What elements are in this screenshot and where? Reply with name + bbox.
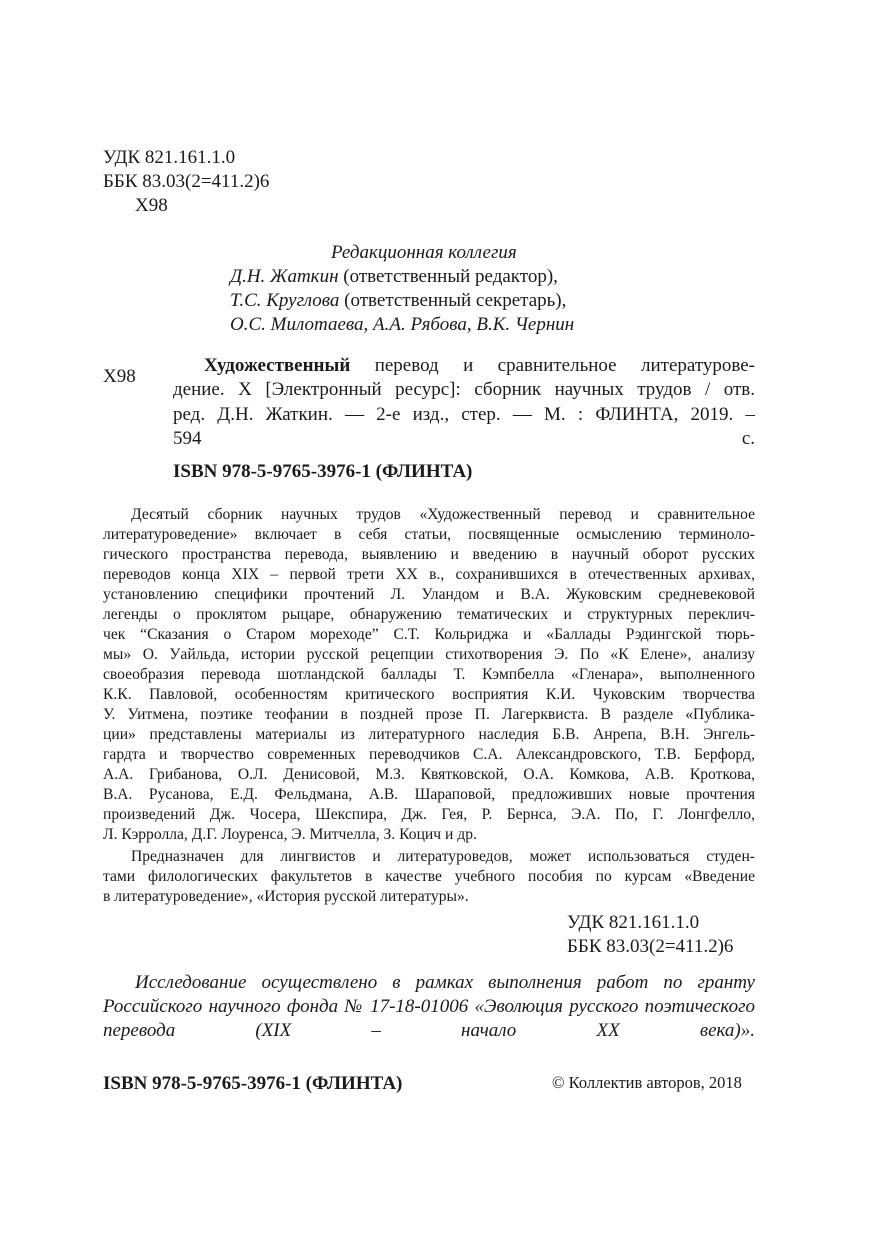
- abstract-line: В.А. Русанова, Е.Д. Фельдмана, А.В. Шараповой, предложивших новые прочтения: [103, 786, 755, 803]
- editor-line-1: [230, 265, 558, 289]
- abstract-line: У. Уитмена, поэтике теофании в поздней прозе П. Лагерквиста. В разделе «Публика-: [103, 706, 755, 723]
- editor-role-1: (ответственный редактор),: [338, 266, 558, 287]
- abstract-line: ции» представлены материалы из литературного наследия Б.В. Анрепа, В.Н. Энгель-: [103, 726, 755, 743]
- abstract-line: гардта и творчество современных переводчиков С.А. Александровского, Т.В. Берфорд,: [103, 746, 755, 763]
- editor-name-1: Д.Н. Жаткин: [230, 266, 339, 287]
- editor-name-2: Т.С. Круглова: [230, 290, 340, 311]
- abstract-line: своеобразия перевода шотландской баллады Т. Кэмпбелла «Гленара», выполненного: [103, 666, 755, 683]
- abstract-line: А.А. Грибанова, О.Л. Денисовой, М.З. Квятковской, О.А. Комкова, А.В. Кроткова,: [103, 766, 755, 783]
- abstract-line: Л. Кэрролла, Д.Г. Лоуренса, Э. Митчелла, З. Коцич и др.: [103, 826, 477, 843]
- bbk-code: ББК 83.03(2=411.2)6: [103, 171, 270, 192]
- abstract-line: чек “Сказания о Старом мореходе” С.Т. Кольриджа и «Баллады Рэдингской тюрь-: [103, 626, 755, 643]
- editor-role-2: (ответственный секретарь),: [339, 290, 567, 311]
- abstract-line: произведений Дж. Чосера, Шекспира, Дж. Гея, Р. Бернса, Э.А. По, Г. Лонгфелло,: [103, 806, 755, 823]
- abstract-line: Десятый сборник научных трудов «Художественный перевод и сравнительное: [131, 506, 755, 523]
- footer-isbn: ISBN 978-5-9765-3976-1 (ФЛИНТА): [103, 1073, 403, 1094]
- grant-line: перевода (XIX – начало XX века)».: [103, 1020, 755, 1041]
- udk-code-bottom: УДК 821.161.1.0: [567, 912, 700, 933]
- udk-code: УДК 821.161.1.0: [103, 147, 236, 168]
- bib-author-mark: Х98: [103, 366, 136, 387]
- editor-name-3: О.С. Милотаева, А.А. Рябова, В.К. Чернин: [230, 314, 575, 335]
- purpose-line: в литературоведение», «История русской литературы».: [103, 888, 469, 905]
- grant-line: Российского научного фонда № 17-18-01006 «Эволюция русского поэтического: [103, 996, 755, 1017]
- purpose-line: тами филологических факультетов в качестве учебного пособия по курсам «Введение: [103, 868, 755, 885]
- abstract-line: литературоведение» включает в себя статьи, посвященные осмыслению терминоло-: [103, 526, 755, 543]
- abstract-line: переводов конца XIX – первой трети XX в., сохранившихся в отечественных архивах,: [103, 566, 755, 583]
- abstract-line: гического пространства перевода, выявлению и введению в научный оборот русских: [103, 546, 755, 563]
- grant-line: Исследование осуществлено в рамках выполнения работ по гранту: [135, 972, 755, 993]
- bib-line-2: дение. X [Электронный ресурс]: сборник научных трудов / отв.: [173, 379, 755, 400]
- bib-line-4: 594 с.: [173, 428, 755, 449]
- bib-isbn: ISBN 978-5-9765-3976-1 (ФЛИНТА): [173, 461, 473, 482]
- abstract-line: легенды о проклятом рыцаре, обнаружению тематических и структурных переклич-: [103, 606, 755, 623]
- bib-line-3: ред. Д.Н. Жаткин. — 2-е изд., стер. — М. : ФЛИНТА, 2019. –: [173, 404, 755, 425]
- bib-title-rest: перевод и сравнительное литературове-: [350, 355, 755, 376]
- abstract-line: К.К. Павловой, особенностям критического восприятия К.И. Чуковским творчества: [103, 686, 755, 703]
- editor-line-3: [230, 313, 574, 337]
- bib-line-1: [204, 354, 755, 378]
- bbk-code-bottom: ББК 83.03(2=411.2)6: [567, 936, 734, 957]
- abstract-line: мы» О. Уайльда, истории русской рецепции стихотворения Э. По «К Елене», анализу: [103, 646, 755, 663]
- bib-title-bold: Художественный: [204, 355, 351, 376]
- editor-line-2: [230, 289, 566, 313]
- purpose-line: Предназначен для лингвистов и литературоведов, может использоваться студен-: [131, 848, 755, 865]
- editorial-heading: Редакционная коллегия: [331, 242, 517, 263]
- author-mark: Х98: [135, 195, 168, 216]
- abstract-line: установлению специфики прочтений Л. Уландом и В.А. Жуковским средневековой: [103, 586, 755, 603]
- copyright: © Коллектив авторов, 2018: [552, 1073, 742, 1092]
